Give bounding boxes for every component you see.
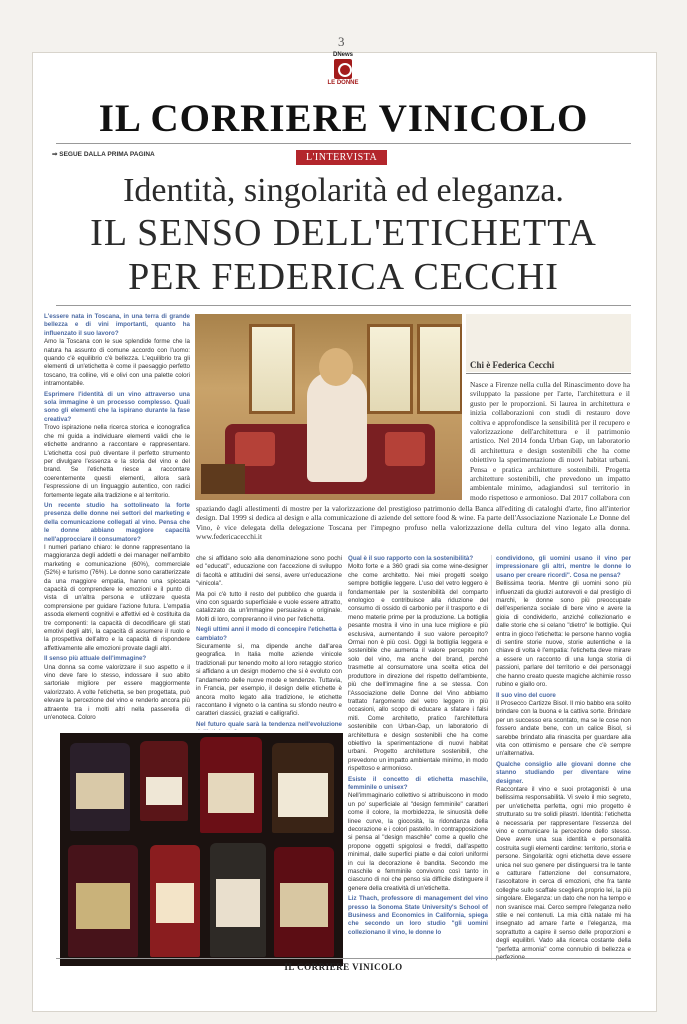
article-column-3	[348, 555, 488, 965]
portrait-photo	[195, 314, 462, 500]
article-paragraph	[44, 391, 190, 500]
wine-label	[216, 879, 260, 927]
interview-question: Il suo vino del cuore	[496, 691, 556, 699]
article-paragraph	[348, 895, 488, 937]
article-column-4	[496, 555, 631, 965]
interview-question: Qual è il suo rapporto con la sostenibilità?	[348, 555, 474, 562]
logo-mark-icon	[334, 59, 352, 79]
article-paragraph	[348, 776, 488, 894]
wine-label-collage	[60, 733, 343, 966]
interview-answer: Sicuramente sì, ma dipende anche dall'area geografica. In Italia molte aziende vinicole tradizionali pur tenendo molto al loro retaggio storico si affidano a un design moderno che si è evoluto con l'andamento delle nuove mode e tendenze. Tuttavia, in Francia, per esempio, il design delle etichette è ancora molto legato alla tradizione, le etichette raccontano il vigneto o la cantina su sfondo neutro e caratteri classici, graziati e calligrafici.	[196, 643, 342, 718]
interview-answer: Una donna sa come valorizzare il suo aspetto e il vino deve fare lo stesso, indossare il suo abito sartoriale migliore per essere maggiormente valorizzato. A volte l'etichetta, se ben progettata, può elevare la percezione del vino e renderlo ancora più attraente tra i molti altri nella passerella di un'enoteca. Coloro	[44, 663, 190, 722]
logo-bottom-text: LE DONNE	[327, 80, 359, 86]
photo-table	[201, 464, 245, 494]
interview-answer: I numeri parlano chiaro: le donne rappresentano la maggioranza degli addetti e dei manager nell'ambito marketing e comunicazione (60%), commerciale (52%) e turismo (76%). Le donne sono caratterizzate da una maggiore empatia, hanno una spiccata capacità di comprendere le emozioni e il punto di vista di un'altra persona e utilizzare questa comprensione per guidare l'azione futura. L'empatia assoda elementi cognitivi e affettivi ed è costituita da tre componenti: la capacità di decodificare gli stati emotivi degli altri, la capacità di assumere il ruolo e la prospettiva dell'altro e la capacità di rispondere affettivamente alle emozioni provate dagli altri.	[44, 543, 190, 652]
photo-person	[307, 372, 367, 482]
headline-rule	[56, 305, 631, 306]
photo-cushion	[235, 432, 275, 466]
bio-rule	[466, 373, 631, 374]
interview-answer: Ma poi c'è tutto il resto del pubblico che guarda il vino con sguardo superficiale e vuole essere attratto, catalizzato da un'immagine persuasiva e originale. Molti di loro, compreranno il vino per l'etichetta.	[196, 590, 342, 623]
bio-text-continued: spaziando dagli allestimenti di mostre per la valorizzazione del prestigioso patrimonio della Banca all'editing di cataloghi d'arte, fino all'interior design. Dal 1999 si dedica al design e alla comunicazione di aziende del settore food & wine. Fa parte dell'Associazione Nazionale Le Donne del Vino, è vice delegata della delegazione Toscana per l'impegno profuso nella valorizzazione della cultura del vino legato alla donna. www.federicacecchi.it	[196, 504, 630, 542]
bio-text: Nasce a Firenze nella culla del Rinascimento dove ha sviluppato la passione per l'arte, l'architettura e il gusto per le proporzioni. Si laurea in architettura e inizia collaborazioni con studi di restauro dove coltiva e approfondisce la sensibilità per il recupero e valorizzazione dell'architettura e il patrimonio artistico. Nel 2014 fonda Urban Gap, un laboratorio di architettura e design sostenibili che ha come obiettivo la sperimentazione di nuovi habitat urbani. Pensa e pratica architetture sostenibili. Progetta architetture sostenibili, che prevedono un impatto ambientale minimo, adagiandosi sul territorio in modo rispettoso e armonioso. Dal 2017 collabora con	[470, 380, 630, 502]
article-paragraph	[496, 692, 631, 759]
photo-person-head	[319, 348, 353, 386]
interview-answer: Nell'immaginario collettivo si attribuiscono in modo un po' superficiale al "design femminile" caratteri come il colore, la morbidezza, le sinuosità delle linee curve, la giocosità, la ridondanza della decorazione e i colori pastello. In contrapposizione si pensa al "design maschile" come a quello che propone oggetti spigolosi e freddi, dall'aspetto minimal, dalle superfici piatte e dai colori uniformi in cui la decorazione è bandita. Secondo me maschile e femminile convivono così tanto in ciascuno di noi che penso sia difficile distinguere il genere della creatività di un'etichetta.	[348, 792, 488, 892]
article-paragraph	[496, 555, 631, 690]
interview-answer: Bellissima teoria. Mentre gli uomini sono più influenzati da giudizi autorevoli e dal prestigio di marchi, le donne sono più preoccupate dell'esperienza sociale di bere vino e avere la gioia di condividerlo, anziché collezionarlo e dalle storie che si celano "dietro" le bottiglie. Qui entra in gioco l'etichetta: le persone hanno voglia di sentire storie nuove, storie autentiche e la chiave di volta è l'empatia: l'etichetta deve mirare a essere un racconto di una lunga storia di passioni, parlare del territorio e dei personaggi che hanno creato queste magiche alchimie rosso rubino e giallo oro.	[496, 580, 631, 689]
interview-question: Esprimere l'identità di un vino attraverso una sola immagine è un processo complesso. Quali sono gli elementi che la ispirano durante la fase creativa?	[44, 390, 190, 423]
article-paragraph	[196, 591, 342, 625]
continued-label: SEGUE DALLA PRIMA PAGINA	[59, 151, 155, 158]
interview-question: Nel futuro quale sarà la tendenza nell'evoluzione	[196, 720, 342, 728]
interview-question: Il senso più attuale dell'immagine?	[44, 655, 147, 663]
headline-line-3: PER FEDERICA CECCHI	[128, 256, 559, 298]
interview-question: condividono, gli uomini usano il vino per impressionare gli altri, mentre le donne lo usano per creare ricordi". Cosa ne pensa?	[496, 555, 631, 579]
interview-question: Qualche consiglio alle giovani donne che stanno studiando per diventare wine designer.	[496, 760, 631, 785]
photo-cushion	[385, 432, 425, 466]
wine-label	[280, 883, 328, 927]
continued-from-front: ⇒ SEGUE DALLA PRIMA PAGINA	[52, 151, 155, 158]
interview-question: Liz Thach, professore di management del vino presso la Sonoma State University's School of Business and Economics in California, spiega che secondo un loro studio "gli uomini collezionano il vino, le donne lo	[348, 895, 488, 936]
photo-window	[249, 324, 295, 414]
article-column-1	[44, 313, 190, 730]
article-paragraph	[196, 626, 342, 718]
footer-rule	[56, 958, 631, 959]
column-divider	[491, 555, 492, 960]
wine-label	[278, 773, 328, 817]
footer-masthead: IL CORRIERE VINICOLO	[284, 962, 403, 972]
wine-label	[76, 773, 124, 809]
article-paragraph	[496, 761, 631, 963]
interview-answer: Raccontare il vino e suoi protagonisti è una bellissima responsabilità. Vi svelo il mio segreto, per un'etichetta perfetta, ogni mio progetto è strutturato su tre solidi pilastri. Identità: l'etichetta è necessaria per rappresentare l'essenza del vino e comunicare la percezione dello stesso. Deve avere una sua identità e personalità costruita sugli elementi cardine: territorio, storia e persone. Singolarità: ogni etichetta deve essere unica nel suo genere per distinguersi tra le tante e catturare l'attenzione del consumatore, l'ascoltatore in cerca di emozioni, che fra tante colleghe sullo scaffale sceglierà proprio lei, la più singolare. Eleganza: un dato che non ha tempo e non svanisce mai. Cerco sempre l'eleganza nello stile e nei contenuti. La mia città natale mi ha insegnato ad amare l'arte e l'eleganza, ma soprattutto a capire il senso delle proporzioni e degli equilibri. Vado alla ricerca costante della "perfetta armonia" come connubio di bellezza e	[496, 785, 631, 953]
wine-label	[208, 773, 254, 813]
wine-label	[76, 883, 130, 929]
headline-line-2: IL SENSO DELL'ETICHETTA	[90, 212, 597, 254]
donne-del-vino-logo	[320, 52, 366, 86]
masthead: IL CORRIERE VINICOLO	[98, 97, 589, 140]
masthead-rule	[56, 143, 631, 144]
interview-answer: Amo la Toscana con le sue splendide forme che la natura ha assunto di comune accordo con l'uomo: quando c'è equilibrio c'è bellezza. L'equilibrio tra gli elementi di un'etichetta è come il paesaggio perfetto toscano, tra colline, viti e olivi con una palette colori intramontabile.	[44, 338, 190, 388]
interview-answer: che si affidano solo alla denominazione sono pochi ed "educati", educazione con l'accezione di sviluppo di facoltà e attitudini dei sensi, avere un'educazione "vinicola".	[196, 555, 342, 588]
section-tag: L'INTERVISTA	[296, 150, 387, 165]
photo-window	[417, 324, 462, 414]
interview-question: Un recente studio ha sottolineato la forte presenza delle donne nei settori del marketing e della comunicazione collegati al vino. Pensa che le donne abbiano maggiore capacità nell'approcciare il consumatore?	[44, 501, 190, 543]
photo-window	[367, 324, 413, 414]
wine-label	[156, 883, 194, 923]
interview-question: Negli ultimi anni il modo di concepire l'etichetta è cambiato?	[196, 626, 342, 642]
interview-answer: Il Prosecco Cartizze Bisol. Il mio babbo era solito brindare con la buona e la cattiva sorte. Brindare per un successo era scontato, ma se le cose non fossero andate bene, con un calice Bisol, si sarebbe brindato alla rinascita per guardare alla vita con ottimismo e pensare che c'è sempre un'alternativa.	[496, 699, 631, 758]
headline-line-1: Identità, singolarità ed eleganza.	[123, 172, 564, 209]
article-paragraph	[196, 555, 342, 589]
article-column-2	[196, 555, 342, 730]
interview-answer: Molto forte e a 360 gradi sia come wine-designer che come architetto. Nei miei progetti scelgo sempre bottiglie leggere. L'uso del vetro leggero è fondamentale per la sostenibilità del comparto enologico e contribuisce alla riduzione del consumo di ossido di carbonio per il trasporto e di meno materie prime per la produzione. La bottiglia pesante mostra il vino in una luce migliore e più esclusiva, aumentando il suo valore percepito? Ormai non è più così. Oggi la bottiglia leggera e sostenibile che aumenta il valore percepito non solo del vino, ma anche del brand, perché trasmette al consumatore una scelta etica del produttore in direzione del rispetto dell'ambiente, più che dell'immagine fine a se stessa. Con l'Associazione delle Donne del Vino abbiamo trattato l'argomento del vetro leggero in più occasioni, allo scopo di educare a sfatare i falsi miti. Come architetto, pratico l'architettura sostenibile con Urban-Gap, un laboratorio di architettura e design sostenibili che ha come obiettivo la sperimentazione di nuovi habitat urbani. Progetto architetture sostenibili, che prevedono un impatto ambientale minimo, in modo rispettoso e armonioso.	[348, 563, 488, 773]
article-paragraph	[44, 655, 190, 722]
interview-question: Esiste il concetto di etichetta maschile, femminile o unisex?	[348, 775, 488, 791]
article-paragraph	[44, 502, 190, 653]
interview-answer: Trovo ispirazione nella ricerca storica e iconografica che mi guida a individuare elementi validi che le etichette andranno a raccontare e rappresentare. L'etichetta così può diventare il perfetto strumento per divulgare l'essenza e la storia del vino e del brand. Se l'etichetta riesce a raccontare coerentemente questi elementi, allora sarà l'espressione di un linguaggio autentico, con radici fortemente legate alla tradizione e al territorio.	[44, 424, 190, 499]
interview-question: L'essere nata in Toscana, in una terra di grande bellezza e di vini importanti, quanto ha influenzato il suo lavoro?	[44, 313, 190, 337]
wine-label	[146, 777, 182, 805]
article-paragraph	[44, 313, 190, 389]
article-paragraph	[348, 555, 488, 774]
page-number: 3	[338, 34, 345, 49]
bio-title: Chi è Federica Cecchi	[470, 360, 555, 370]
article-paragraph	[196, 721, 342, 730]
logo-top-text: DNews	[332, 52, 353, 58]
